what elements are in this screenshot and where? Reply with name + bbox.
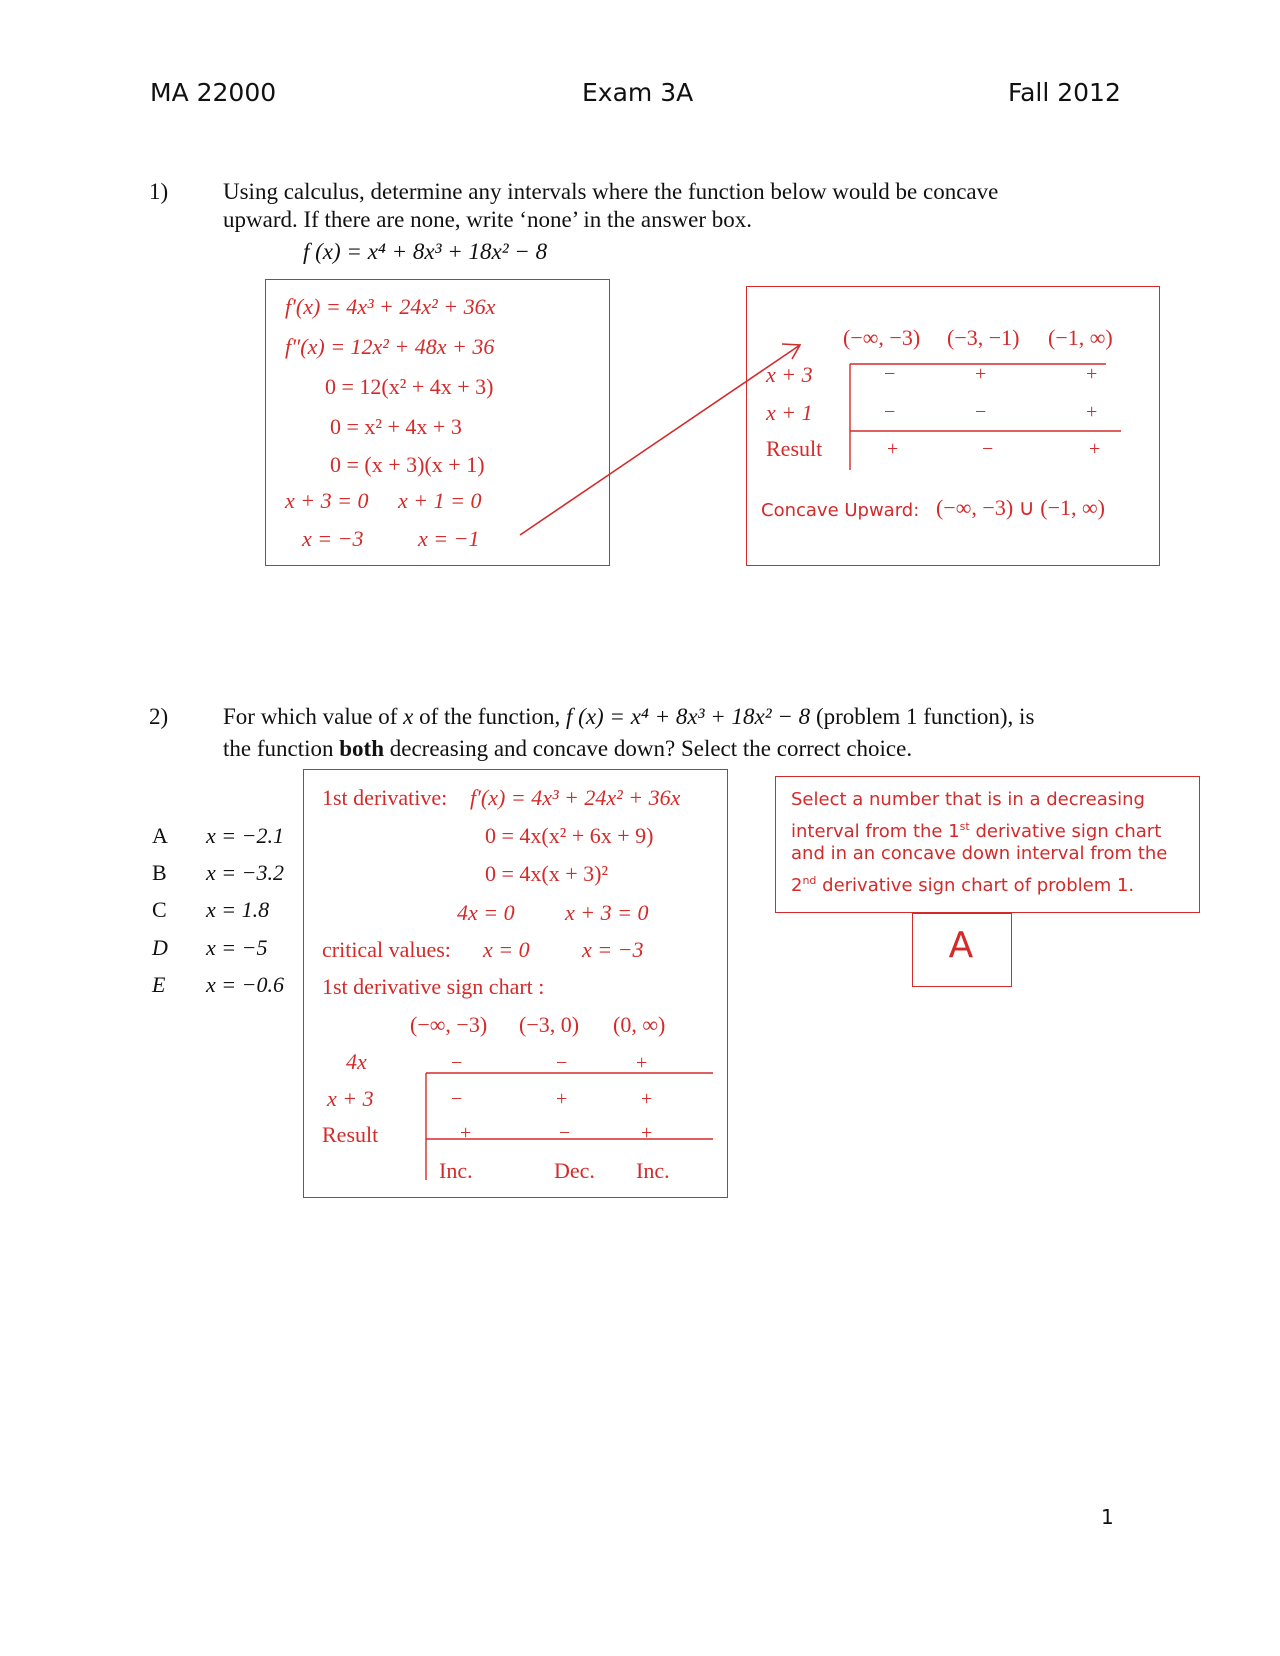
- q2-behavior: Dec.: [554, 1158, 595, 1183]
- choice-value-b: x = −3.2: [206, 860, 284, 885]
- q2-sign: −: [556, 1052, 568, 1074]
- q2-note-line: Select a number that is in a decreasing: [791, 789, 1145, 810]
- choice-letter-d: D: [152, 935, 168, 960]
- q2-first-deriv-label: 1st derivative:: [322, 785, 448, 810]
- q2-step2: 0 = 4x(x + 3)²: [485, 861, 609, 886]
- q1-answer-label: Concave Upward:: [761, 500, 920, 521]
- q2-text: decreasing and concave down? Select the correct choice.: [384, 736, 913, 761]
- q1-root-b: x = −1: [418, 526, 480, 551]
- q1-root-eq-b: x + 1 = 0: [398, 488, 482, 513]
- q2-step1: 0 = 4x(x² + 6x + 9): [485, 823, 654, 848]
- page-number: 1: [1101, 1505, 1114, 1529]
- choice-letter-b: B: [152, 860, 167, 885]
- q2-sign: +: [460, 1122, 472, 1144]
- q2-chart-label: 1st derivative sign chart :: [322, 974, 545, 999]
- q2-row-label: 4x: [346, 1049, 367, 1074]
- exam-title: Exam 3A: [582, 78, 694, 107]
- q1-row-label: Result: [766, 436, 823, 461]
- q2-text: of the function,: [413, 704, 567, 729]
- q2-eq-b: x + 3 = 0: [565, 900, 649, 925]
- q2-function: f (x) = x⁴ + 8x³ + 18x² − 8: [566, 704, 811, 729]
- q1-prompt-line1: Using calculus, determine any intervals where the function below would be concave: [223, 179, 999, 204]
- q2-crit-a: x = 0: [483, 937, 530, 962]
- q2-behavior: Inc.: [439, 1158, 473, 1183]
- q1-work-line: f″(x) = 12x² + 48x + 36: [285, 334, 495, 359]
- q1-work-line: 0 = (x + 3)(x + 1): [330, 452, 485, 477]
- choice-letter-a: A: [152, 823, 168, 848]
- q2-crit-b: x = −3: [582, 937, 644, 962]
- q1-answer-value: (−∞, −3) ∪ (−1, ∞): [936, 495, 1105, 520]
- q1-root-eq-a: x + 3 = 0: [285, 488, 369, 513]
- q2-interval-label: (0, ∞): [613, 1012, 666, 1037]
- q2-row-label: Result: [322, 1122, 379, 1147]
- q1-function: f (x) = x⁴ + 8x³ + 18x² − 8: [303, 239, 548, 264]
- q2-note-text: derivative sign chart of problem 1.: [816, 875, 1135, 896]
- q2-sign: −: [451, 1088, 463, 1110]
- q2-note-text: 2: [791, 875, 803, 896]
- q1-prompt-line2: upward. If there are none, write ‘none’ in the answer box.: [223, 207, 752, 232]
- q1-interval-label: (−3, −1): [947, 325, 1020, 350]
- q2-text: the function: [223, 736, 340, 761]
- q1-work-line: 0 = x² + 4x + 3: [330, 414, 462, 439]
- choice-letter-e: E: [152, 972, 166, 997]
- q2-note-line: and in an concave down interval from the: [791, 843, 1168, 864]
- q2-emphasis: both: [339, 736, 384, 761]
- choice-value-d: x = −5: [206, 935, 268, 960]
- q2-note-sup: st: [959, 820, 970, 833]
- q2-eq-a: 4x = 0: [457, 900, 515, 925]
- q1-row-label: x + 3: [766, 362, 813, 387]
- exam-term: Fall 2012: [1008, 78, 1121, 107]
- q1-sign: +: [1089, 438, 1101, 460]
- q2-var-x: x: [403, 704, 414, 729]
- choice-value-e: x = −0.6: [206, 972, 284, 997]
- q2-sign: +: [636, 1052, 648, 1074]
- q2-interval-label: (−∞, −3): [410, 1012, 488, 1037]
- q1-sign: −: [884, 401, 896, 423]
- q1-sign: +: [1086, 401, 1098, 423]
- choice-letter-c: C: [152, 897, 167, 922]
- q2-number: 2): [149, 704, 169, 729]
- q2-sign: +: [641, 1122, 653, 1144]
- q1-interval-label: (−∞, −3): [843, 325, 921, 350]
- q2-behavior: Inc.: [636, 1158, 670, 1183]
- q1-sign: +: [975, 363, 987, 385]
- q1-row-label: x + 1: [766, 400, 813, 425]
- choice-value-a: x = −2.1: [206, 823, 284, 848]
- q2-row-label: x + 3: [327, 1086, 374, 1111]
- q2-crit-label: critical values:: [322, 937, 451, 962]
- q2-interval-label: (−3, 0): [519, 1012, 580, 1037]
- q2-sign: −: [451, 1052, 463, 1074]
- q2-text: (problem 1 function), is: [810, 704, 1035, 729]
- q2-answer: A: [948, 925, 974, 966]
- q2-sign: +: [641, 1088, 653, 1110]
- q1-work-line: f′(x) = 4x³ + 24x² + 36x: [285, 294, 496, 319]
- q1-interval-label: (−1, ∞): [1048, 325, 1113, 350]
- q1-sign: −: [975, 401, 987, 423]
- q1-root-a: x = −3: [302, 526, 364, 551]
- q1-sign: −: [982, 438, 994, 460]
- q1-arrow-line: [520, 345, 800, 535]
- q2-sign: −: [559, 1122, 571, 1144]
- q2-first-deriv: f′(x) = 4x³ + 24x² + 36x: [470, 785, 681, 810]
- q1-work-line: 0 = 12(x² + 4x + 3): [325, 374, 494, 399]
- q2-sign: +: [556, 1088, 568, 1110]
- q2-note-text: derivative sign chart: [969, 821, 1162, 842]
- q1-sign: −: [884, 363, 896, 385]
- q2-text: For which value of: [223, 704, 404, 729]
- course-code: MA 22000: [150, 78, 277, 107]
- q1-sign: +: [1086, 363, 1098, 385]
- q1-sign: +: [887, 438, 899, 460]
- q2-note-sup: nd: [802, 874, 817, 887]
- q2-note-text: interval from the 1: [791, 821, 960, 842]
- choice-value-c: x = 1.8: [206, 897, 270, 922]
- q1-number: 1): [149, 179, 169, 204]
